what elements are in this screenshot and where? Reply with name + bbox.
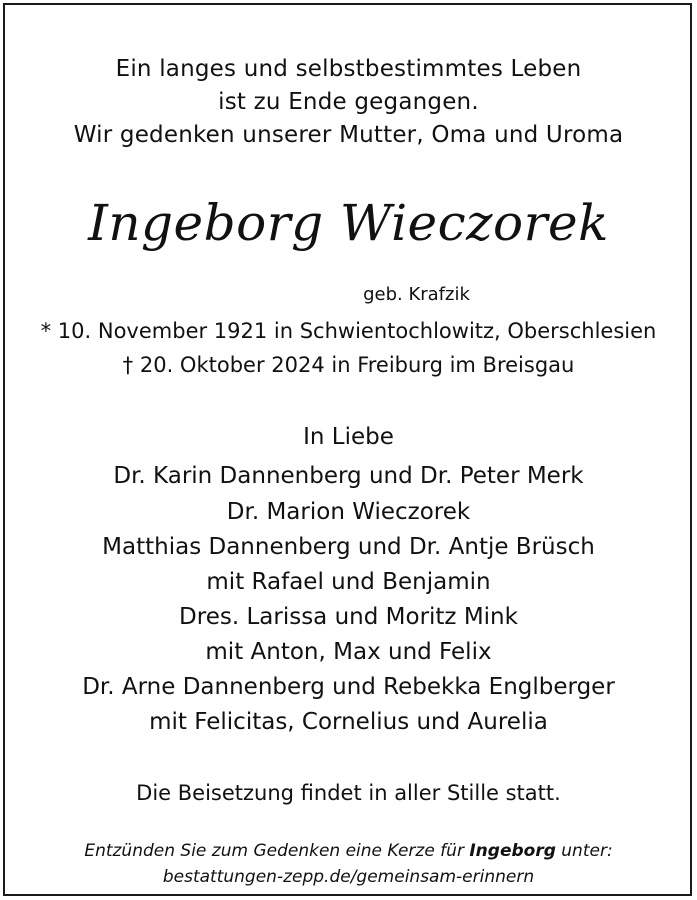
burial-notice: Die Beisetzung findet in aller Stille statt.	[136, 781, 561, 805]
mourner-line-8: mit Felicitas, Cornelius und Aurelia	[149, 709, 548, 735]
in-love-heading: In Liebe	[303, 424, 394, 450]
footer-candle-text	[0, 841, 697, 861]
footer-text-after: unter:	[555, 841, 613, 861]
footer-text-before: Entzünden Sie zum Gedenken eine Kerze für	[84, 841, 470, 861]
intro-line-2: ist zu Ende gegangen.	[218, 89, 479, 115]
intro-line-1: Ein langes und selbstbestimmtes Leben	[115, 56, 582, 82]
mourner-line-4: mit Rafael und Benjamin	[206, 569, 491, 595]
deceased-name: Ingeborg Wieczorek	[88, 194, 609, 252]
birth-name: geb. Krafzik	[363, 284, 470, 305]
mourner-line-7: Dr. Arne Dannenberg und Rebekka Englberger	[82, 674, 615, 700]
mourner-line-1: Dr. Karin Dannenberg und Dr. Peter Merk	[113, 463, 584, 489]
mourner-line-2: Dr. Marion Wieczorek	[226, 499, 471, 525]
death-date: † 20. Oktober 2024 in Freiburg im Breisgau	[122, 353, 575, 377]
birth-date: * 10. November 1921 in Schwientochlowitz, Oberschlesien	[40, 319, 657, 343]
mourner-line-5: Dres. Larissa und Moritz Mink	[179, 604, 518, 630]
footer-name: Ingeborg	[469, 841, 556, 861]
memorial-link[interactable]: bestattungen-zepp.de/gemeinsam-erinnern	[162, 867, 535, 887]
intro-line-3: Wir gedenken unserer Mutter, Oma und Uroma	[73, 122, 624, 148]
mourner-line-6: mit Anton, Max und Felix	[205, 639, 492, 665]
mourner-line-3: Matthias Dannenberg und Dr. Antje Brüsch	[102, 534, 595, 560]
